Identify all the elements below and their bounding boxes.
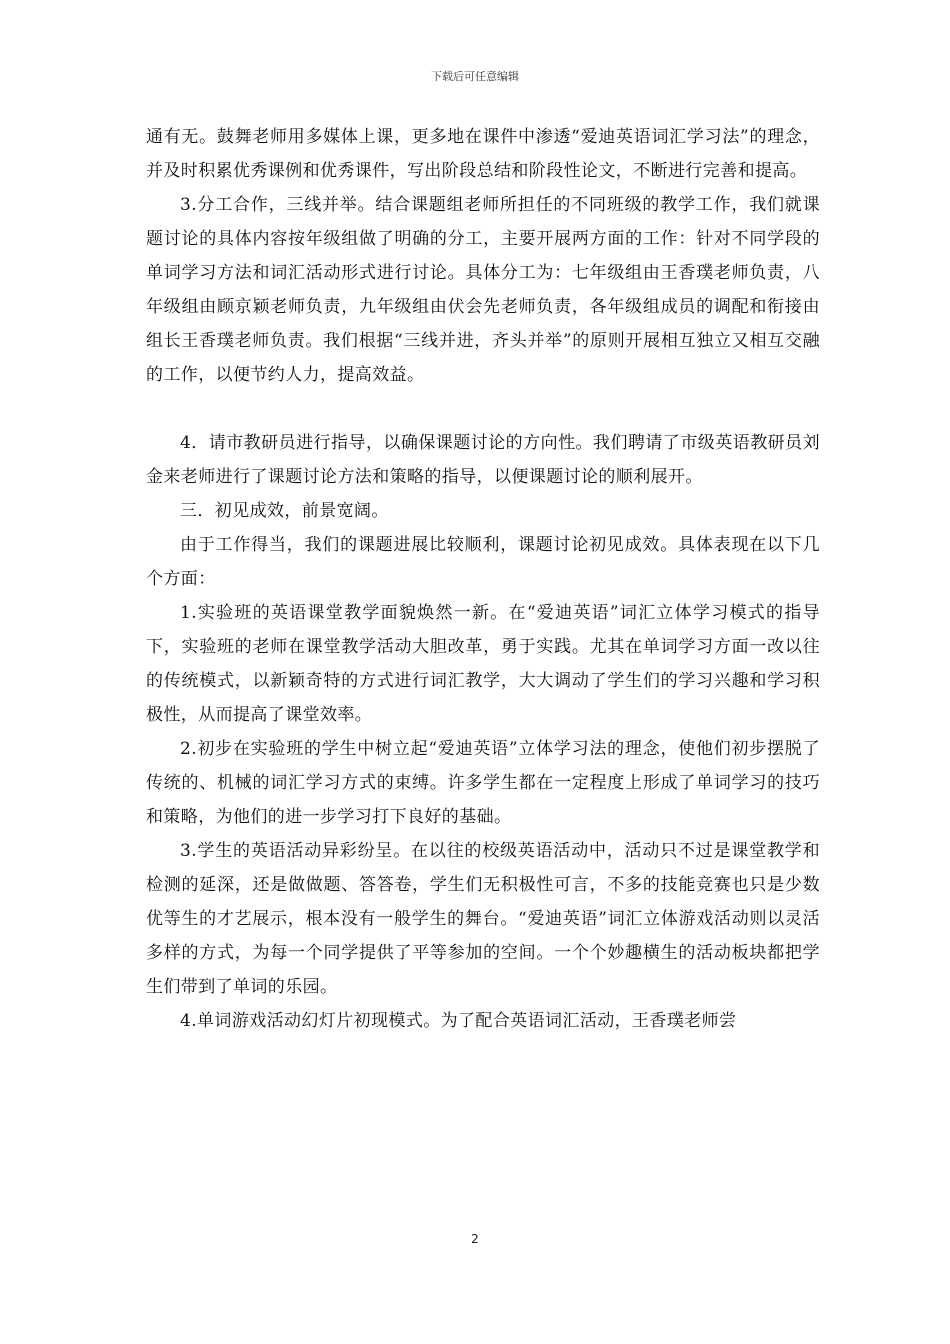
- paragraph-expert-guidance: 4．请市教研员进行指导，以确保课题讨论的方向性。我们聘请了市级英语教研员刘金来老师进行了课题讨论方法和策略的指导，以便课题讨论的顺利展开。: [146, 433, 820, 487]
- paragraph-division-of-work: 3.分工合作，三线并举。结合课题组老师所担任的不同班级的教学工作，我们就课题讨论的具体内容按年级组做了明确的分工，主要开展两方面的工作：针对不同学段的单词学习方法和词汇活动形式进行讨论。具体分工为：七年级组由王香璞老师负责，八年级组由顾京颖老师负责，九年级组由伏会先老师负责，各年级组成员的调配和衔接由组长王香璞老师负责。我们根据“三线并进，齐头并举”的原则开展相互独立又相互交融的工作，以便节约人力，提高效益。: [146, 195, 820, 385]
- page-number: 2: [471, 1232, 479, 1246]
- page-header: 下载后可任意编辑: [431, 70, 519, 83]
- paragraph-result-1: 1.实验班的英语课堂教学面貌焕然一新。在“爱迪英语”词汇立体学习模式的指导下，实验班的老师在课堂教学活动大胆改革，勇于实践。尤其在单词学习方面一改以往的传统模式，以新颖奇特的方式进行词汇教学，大大调动了学生们的学习兴趣和学习积极性，从而提高了课堂效率。: [146, 603, 820, 725]
- paragraph-result-3: 3.学生的英语活动异彩纷呈。在以往的校级英语活动中，活动只不过是课堂教学和检测的延深，还是做做题、答答卷，学生们无积极性可言，不多的技能竞赛也只是少数优等生的才艺展示，根本没有一般学生的舞台。“爱迪英语”词汇立体游戏活动则以灵活多样的方式，为每一个同学提供了平等参加的空间。一个个妙趣横生的活动板块都把学生们带到了单词的乐园。: [146, 841, 820, 997]
- paragraph-result-2: 2.初步在实验班的学生中树立起“爱迪英语”立体学习法的理念，使他们初步摆脱了传统的、机械的词汇学习方式的束缚。许多学生都在一定程度上形成了单词学习的技巧和策略，为他们的进一步学习打下良好的基础。: [146, 739, 820, 827]
- paragraph-continuation: 通有无。鼓舞老师用多媒体上课，更多地在课件中渗透“爱迪英语词汇学习法”的理念，并及时积累优秀课例和优秀课件，写出阶段总结和阶段性论文，不断进行完善和提高。: [146, 127, 820, 181]
- paragraph-result-4: 4.单词游戏活动幻灯片初现模式。为了配合英语词汇活动，王香璞老师尝: [180, 1011, 737, 1031]
- paragraph-results-intro: 由于工作得当，我们的课题进展比较顺利，课题讨论初见成效。具体表现在以下几个方面：: [146, 535, 820, 589]
- section-heading-results: 三．初见成效，前景宽阔。: [180, 501, 389, 521]
- document-body: [146, 120, 820, 1038]
